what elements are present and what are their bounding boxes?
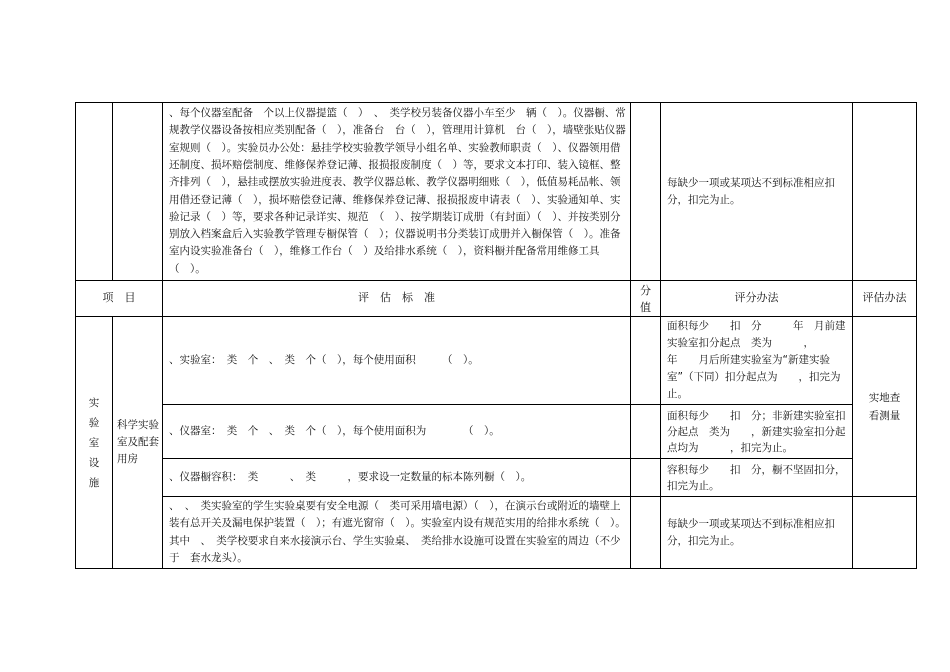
score-cell — [631, 317, 661, 405]
method-cell: 面积每少 扣 分 年 月前建实验室扣分起点 类为 ， 年 月后所建实验室为“新建实验室”（下同）扣分起点为 ，扣完为止。 — [661, 317, 853, 405]
item-cell-empty — [76, 103, 113, 281]
header-score: 分值 — [631, 281, 661, 317]
subcategory-cell: 科学实验室及配套用房 — [113, 317, 163, 569]
method-cell: 每缺少一项或某项达不到标准相应扣分，扣完为止。 — [661, 497, 853, 569]
score-cell — [631, 103, 661, 281]
assess-cell-empty — [853, 103, 917, 281]
standard-cell: 、仪器室： 类 个 、 类 个（ ），每个使用面积为 （ ）。 — [163, 405, 631, 459]
subitem-cell-empty — [113, 103, 163, 281]
header-method: 评分办法 — [661, 281, 853, 317]
table-row — [76, 317, 917, 405]
standard-cell: 、仪器橱容积： 类 、 类 ，要求设一定数量的标本陈列橱（ ）。 — [163, 459, 631, 497]
table-row — [76, 103, 917, 281]
table-row — [76, 405, 917, 459]
standard-cell: 、 、 类实验室的学生实验桌要有安全电源（ 类可采用墙电源）（ ），在演示台或附近的墙壁上装有总开关及漏电保护装置（ ）；有遮光窗帘（ ）。实验室内设有规范实用的给排水系统（ ）。其中 、 类学校要求自来水接演示台、学生实验桌、 类给排水设施可设置在实验室的周边（不少于 套水龙头）。 — [163, 497, 631, 569]
category-cell: 实验室设施 — [76, 317, 113, 569]
table-row — [76, 459, 917, 497]
score-cell — [631, 497, 661, 569]
method-cell: 面积每少 扣 分；非新建实验室扣分起点 类为 ，新建实验室扣分起点均为 ，扣完为止。 — [661, 405, 853, 459]
header-standard: 评 估 标 准 — [163, 281, 631, 317]
assess-cell-empty — [853, 497, 917, 569]
standard-cell: 、实验室： 类 个 、 类 个（ ），每个使用面积 （ ）。 — [163, 317, 631, 405]
table-header-row — [76, 281, 917, 317]
table-row — [76, 497, 917, 569]
method-cell: 每缺少一项或某项达不到标准相应扣分，扣完为止。 — [661, 103, 853, 281]
score-cell — [631, 459, 661, 497]
header-assess: 评估办法 — [853, 281, 917, 317]
header-item: 项 目 — [76, 281, 163, 317]
assess-method-cell: 实地查看测量 — [853, 317, 917, 497]
standard-cell: 、每个仪器室配备 个以上仪器提篮（ ） 、 类学校另装备仪器小车至少 辆（ ）。仪器橱、常规教学仪器设备按相应类别配备（ ），准备台 台（ ），管理用计算机 台（ ），墙壁张贴仪器室规则（ ）。实验员办公处：悬挂学校实验教学领导小组名单、实验教师职责（ ）、仪器领用借还制度、损坏赔偿制度、维修保养登记薄、报损报废制度（ ）等，要求文本打印、装入镜框、整齐排列（ ），悬挂或摆放实验进度表、教学仪器总帐、教学仪器明细账（ ），低值易耗品帐、领用借还登记薄（ ），损坏赔偿登记薄、维修保养登记薄、报损报废申请表（ ）、实验通知单、实验记录（ ）等，要求各种记录详实、规范 （ ）、按学期装订成册（有封面）（ ）、并按类别分别放入档案盒后入实验教学管理专橱保管（ ）；仪器说明书分类装订成册并入橱保管（ ）。准备室内设实验准备台（ ），维修工作台（ ）及给排水系统（ ），资料橱并配备常用维修工具（ ）。 — [163, 103, 631, 281]
evaluation-table — [75, 102, 917, 569]
method-cell: 容积每少 扣 分，橱不坚固扣分，扣完为止。 — [661, 459, 853, 497]
score-cell — [631, 405, 661, 459]
